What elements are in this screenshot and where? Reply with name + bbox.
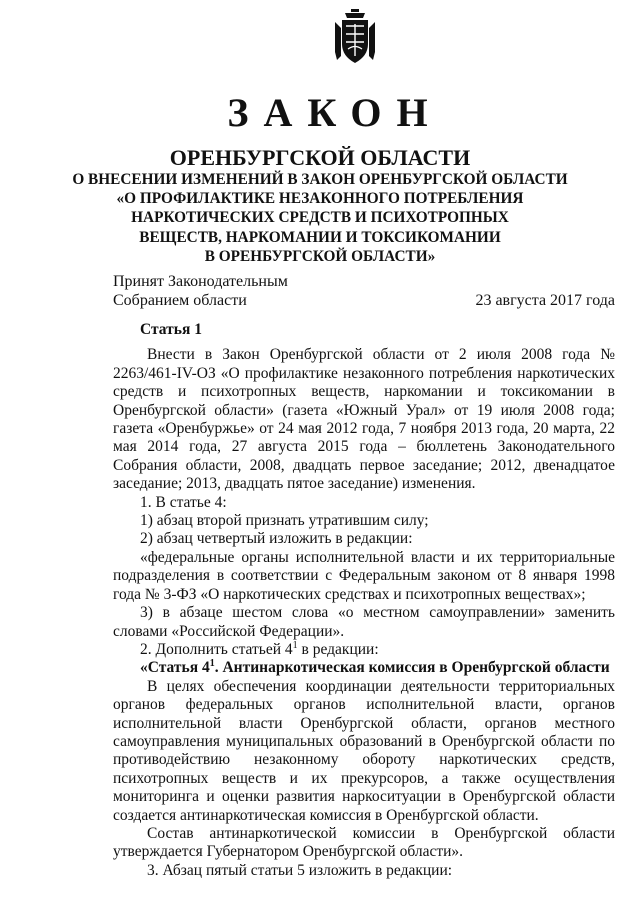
- item-2-text: 2. Дополнить статьей 4: [140, 640, 293, 658]
- right-wing: [369, 22, 375, 60]
- subtitle-line: «О ПРОФИЛАКТИКЕ НЕЗАКОННОГО ПОТРЕБЛЕНИЯ: [116, 190, 524, 208]
- amendment-item-1: 1. В статье 4:: [140, 493, 227, 511]
- amendment-subitem: 1) абзац второй признать утратившим силу;: [140, 512, 429, 530]
- subtitle-line: ВЕЩЕСТВ, НАРКОМАНИИ И ТОКСИКОМАНИИ: [139, 228, 501, 246]
- article-4-1-paragraph: В целях обеспечения координации деятельности территориальных органов федеральных органов исполнительной власти, органов исполнительной власти Оренбургской области, органов местного самоуправления муниципальных образований в Оренбургской области по противодействию незаконному обороту наркотических средств, психотропных веществ и их прекурсоров, а также осуществления мониторинга и оценки развития наркоситуации в Оренбургской области создается антинаркотическая комиссия в Оренбургской области.: [113, 677, 615, 824]
- heading-text: «Статья 4: [140, 659, 210, 677]
- left-wing: [335, 22, 341, 60]
- amendment-item-2: [113, 641, 615, 659]
- article-4-1-paragraph: Состав антинаркотической комиссии в Оренбургской области утверждается Губернатором Оренбургской области».: [113, 824, 615, 861]
- subtitle-line: О ВНЕСЕНИИ ИЗМЕНЕНИЙ В ЗАКОН ОРЕНБУРГСКОЙ ОБЛАСТИ: [72, 171, 568, 188]
- article-1-body: [113, 321, 615, 880]
- adoption-line-2: Собранием области: [113, 292, 247, 309]
- article-heading: Статья 1: [140, 321, 202, 338]
- amendment-quote: «федеральные органы исполнительной власти и их территориальные подразделения в соответствии с Федеральным законом от 8 января 1998 года № 3-ФЗ «О наркотических средствах и психотропных веществах»;: [113, 548, 615, 603]
- subtitle-line: В ОРЕНБУРГСКОЙ ОБЛАСТИ»: [204, 247, 436, 265]
- coat-of-arms-emblem: [333, 8, 377, 66]
- crown: [345, 13, 365, 18]
- amendment-item-3: 3. Абзац пятый статьи 5 изложить в редакции:: [147, 861, 453, 879]
- document-type-title: ЗАКОН: [227, 90, 443, 135]
- amendment-subitem: 2) абзац четвертый изложить в редакции:: [140, 530, 413, 548]
- superscript: 1: [209, 658, 215, 670]
- subtitle-line: НАРКОТИЧЕСКИХ СРЕДСТВ И ПСИХОТРОПНЫХ: [131, 209, 509, 227]
- law-subtitle: [0, 170, 640, 266]
- crown-top: [351, 9, 359, 12]
- adoption-date: 23 августа 2017 года: [475, 292, 615, 309]
- region-title: ОРЕНБУРГСКОЙ ОБЛАСТИ: [169, 145, 471, 170]
- superscript: 1: [292, 639, 298, 651]
- amendment-subitem: 3) в абзаце шестом слова «о местном самоуправлении» заменить словами «Российской Федерации».: [113, 604, 615, 640]
- item-2-text-end: в редакции:: [297, 640, 379, 658]
- adoption-line-1: Принят Законодательным: [113, 273, 288, 290]
- adoption-note: [113, 272, 288, 310]
- article-4-1-heading: [113, 659, 615, 677]
- article-intro: Внести в Закон Оренбургской области от 2 июля 2008 года № 2263/461-IV-ОЗ «О профилактике незаконного потребления наркотических средств и психотропных веществ, наркомании и токсикомании в Оренбургской области» (газета «Южный Урал» от 19 июля 2008 года; газета «Оренбуржье» от 24 мая 2012 года, 7 ноября 2013 года, 20 марта, 22 мая 2014 года, 27 августа 2015 года – бюллетень Законодательного Собрания области, 2008, двадцать первое заседание; 2012, двенадцатое заседание; 2013, двадцать пятое заседание) изменения.: [113, 346, 615, 493]
- heading-text-end: . Антинаркотическая комиссия в Оренбургской области: [214, 659, 610, 677]
